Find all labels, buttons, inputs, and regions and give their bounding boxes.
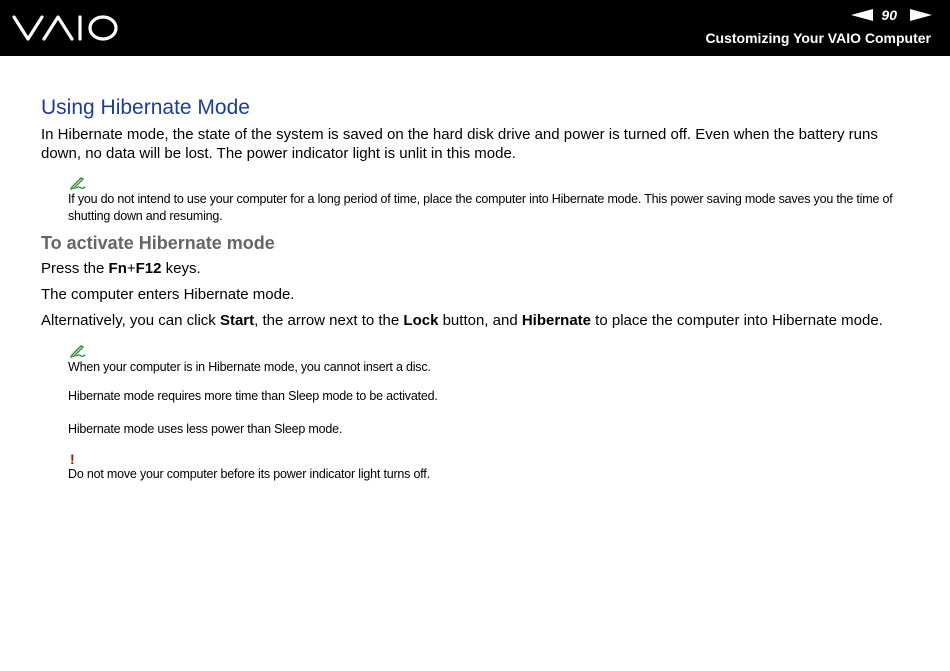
step-text: keys.: [161, 260, 201, 277]
step-text: Alternatively, you can click: [41, 312, 220, 329]
note-block: [68, 344, 921, 438]
page-navigation: [851, 7, 932, 23]
section-title: Customizing Your VAIO Computer: [705, 30, 931, 46]
warning-icon: !: [70, 451, 75, 467]
note-text: Hibernate mode requires more time than Sleep mode to be activated.: [68, 389, 438, 403]
step-enters-hibernate: The computer enters Hibernate mode.: [41, 286, 295, 303]
warning-text: Do not move your computer before its power indicator light turns off.: [68, 467, 430, 481]
arrow-right-icon[interactable]: [910, 9, 932, 21]
step-text: to place the computer into Hibernate mode.: [591, 312, 883, 329]
step-text: , the arrow next to the: [254, 312, 404, 329]
step-text: Press the: [41, 260, 109, 277]
page-number: 90: [881, 7, 897, 23]
step-fn-f12: [41, 259, 921, 278]
note-text: When your computer is in Hibernate mode, you cannot insert a disc.: [68, 360, 431, 374]
note-block: [68, 176, 921, 225]
lock-label: Lock: [403, 312, 439, 329]
step-alternative: [41, 311, 921, 330]
arrow-left-icon[interactable]: [851, 9, 873, 21]
step-text: button, and: [438, 312, 522, 329]
note-pencil-icon: [68, 176, 86, 190]
key-plus: +: [126, 260, 136, 277]
key-f12: F12: [135, 260, 162, 277]
subsection-title: To activate Hibernate mode: [41, 233, 275, 253]
key-fn: Fn: [108, 260, 127, 277]
start-label: Start: [219, 312, 255, 329]
vaio-logo: [12, 13, 120, 43]
page-title: Using Hibernate Mode: [41, 96, 250, 119]
hibernate-label: Hibernate: [521, 312, 592, 329]
page-header: [0, 0, 950, 56]
note-pencil-icon: [68, 344, 86, 358]
note-text: If you do not intend to use your computer for a long period of time, place the computer into Hibernate mode. This power saving mode saves you the time of shutting down and resuming.: [68, 192, 893, 223]
note-text: Hibernate mode uses less power than Sleep mode.: [68, 422, 343, 436]
main-content: [41, 95, 921, 483]
intro-paragraph: In Hibernate mode, the state of the system is saved on the hard disk drive and power is turned off. Even when the battery runs down, no data will be lost. The power indicator light is unlit in this mode.: [41, 126, 878, 162]
warning-block: [68, 452, 921, 483]
